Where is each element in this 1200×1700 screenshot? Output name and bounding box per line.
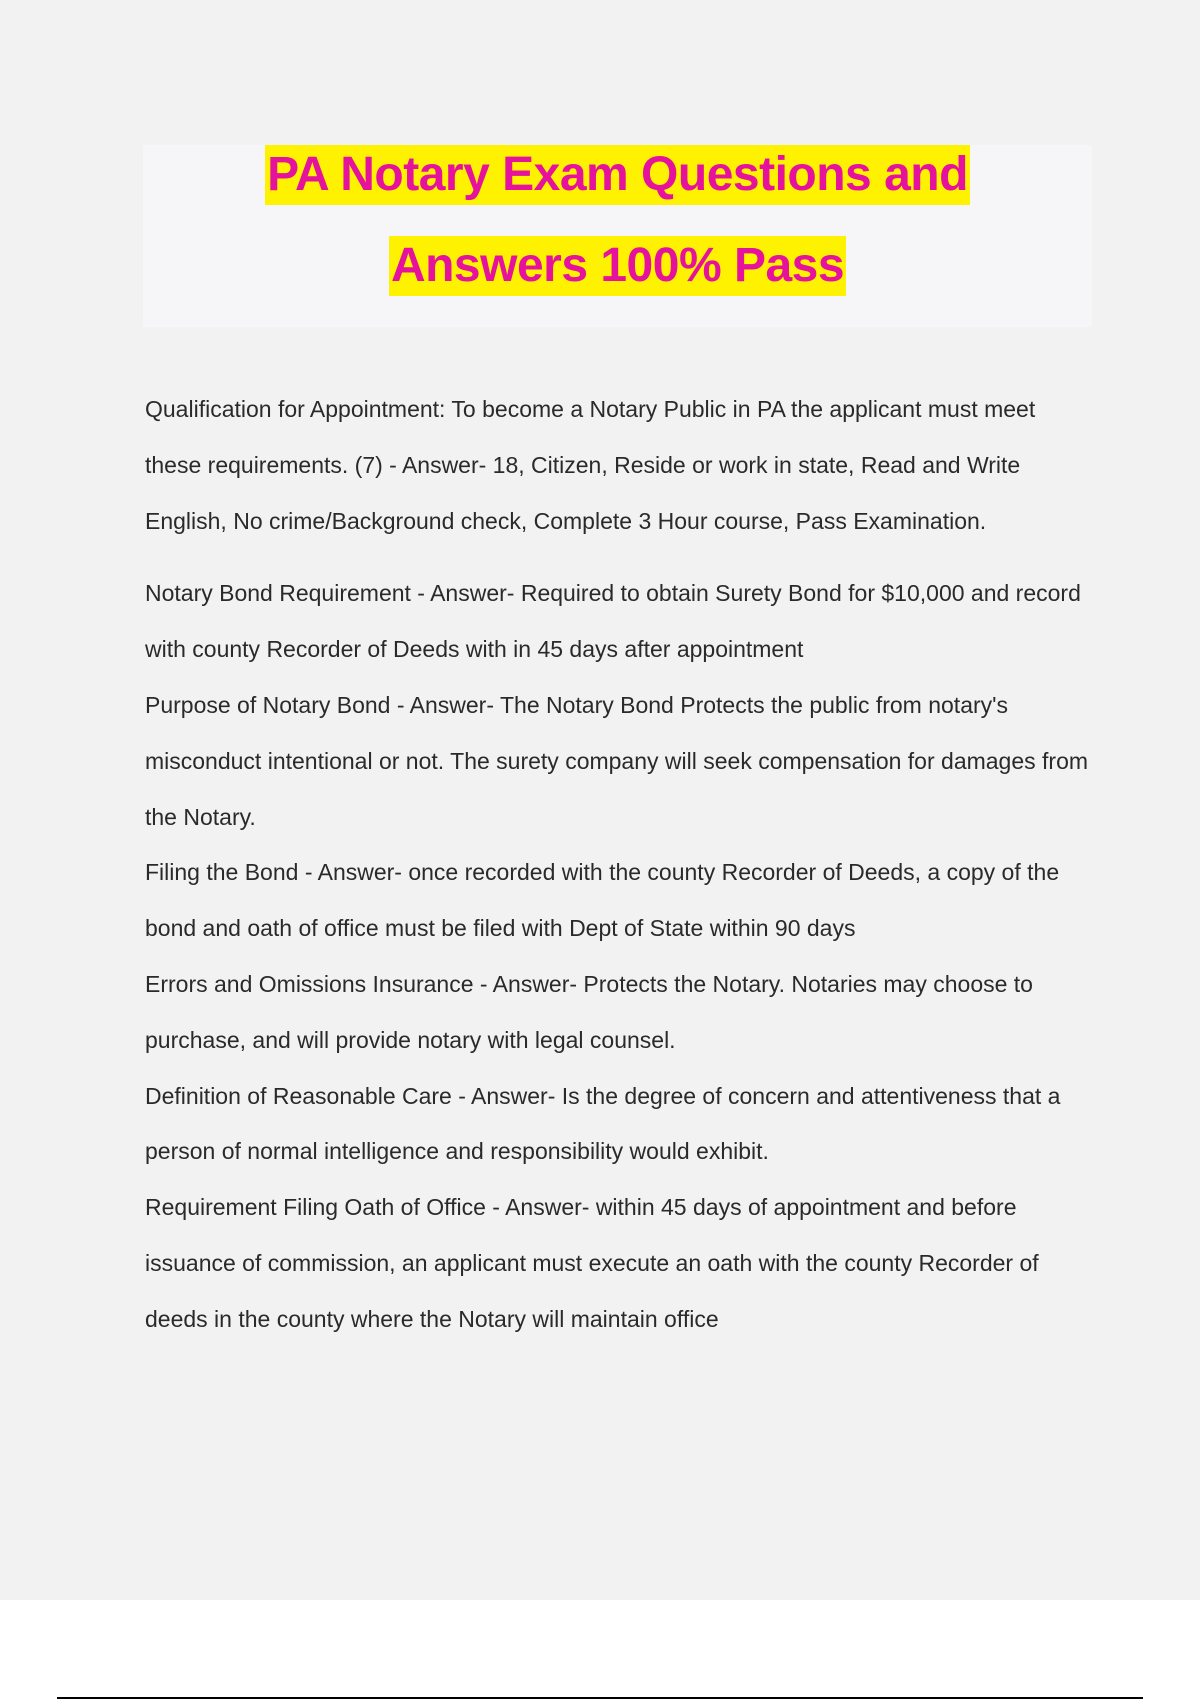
qa-entry-bond-requirement: Notary Bond Requirement - Answer- Required to obtain Surety Bond for $10,000 and record with county Recorder of Deeds with in 45 days after appointment bbox=[145, 580, 1081, 663]
qa-entry-oath-of-office: Requirement Filing Oath of Office - Answer- within 45 days of appointment and before issuance of commission, an applicant must execute an oath with the county Recorder of deeds in the county where the Notary will maintain office bbox=[145, 1194, 1039, 1332]
qa-entry-filing-bond: Filing the Bond - Answer- once recorded with the county Recorder of Deeds, a copy of the bond and oath of office must be filed with Dept of State within 90 days bbox=[145, 859, 1060, 942]
document-title-line-1: PA Notary Exam Questions and bbox=[265, 145, 970, 205]
title-row-2 bbox=[143, 236, 1092, 296]
document-body bbox=[145, 382, 1095, 1348]
title-block bbox=[143, 145, 1092, 327]
footer-divider bbox=[57, 1697, 1143, 1699]
qa-entry-qualification: Qualification for Appointment: To become a Notary Public in PA the applicant must meet these requirements. (7) - Answer- 18, Citizen, Reside or work in state, Read and Write English, No crime/Background check, Complete 3 Hour course, Pass Examination. bbox=[145, 396, 1036, 534]
title-row-1 bbox=[143, 145, 1092, 205]
qa-entry-bond-purpose: Purpose of Notary Bond - Answer- The Notary Bond Protects the public from notary's misconduct intentional or not. The surety company will seek compensation for damages from the Notary. bbox=[145, 691, 1089, 830]
document-title-line-2: Answers 100% Pass bbox=[389, 236, 846, 296]
qa-entry-reasonable-care: Definition of Reasonable Care - Answer- Is the degree of concern and attentiveness that a person of normal intelligence and responsibility would exhibit. bbox=[145, 1082, 1061, 1165]
qa-entry-errors-omissions: Errors and Omissions Insurance - Answer- Protects the Notary. Notaries may choose to purchase, and will provide notary with legal counsel. bbox=[145, 970, 1033, 1053]
